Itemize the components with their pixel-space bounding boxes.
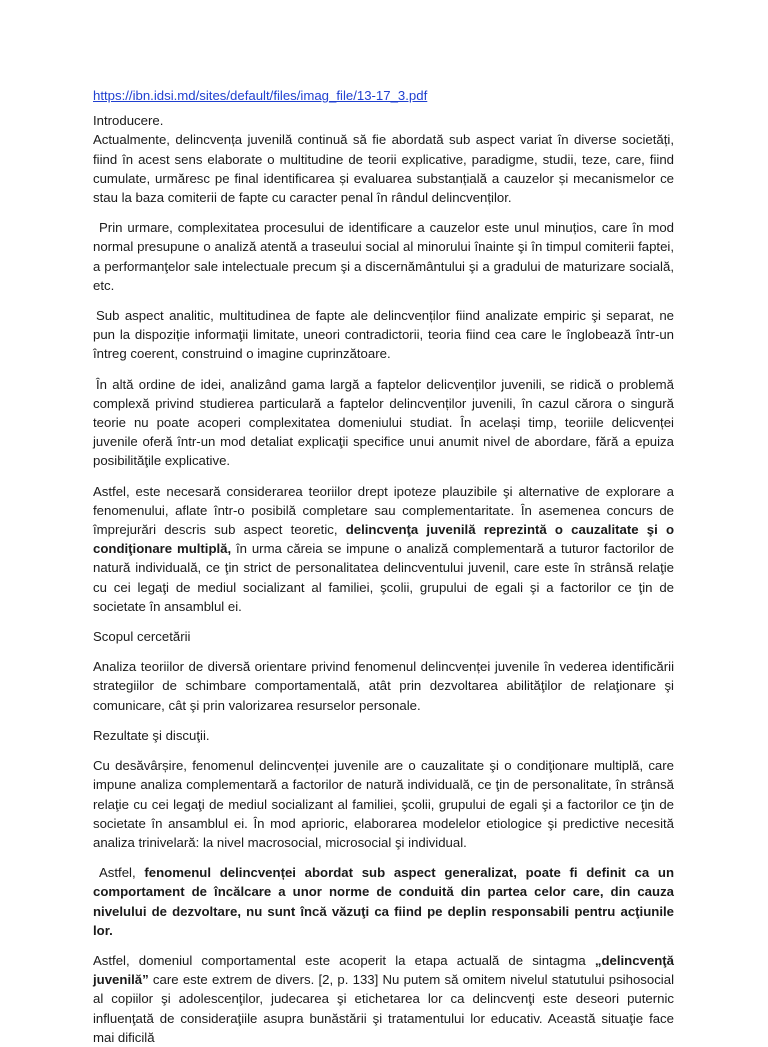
results-p3-text-b: care este extrem de divers. [2, p. 133] Nu putem să omitem nivelul statutului psihosocial al copiilor şi adolescenţilor, judecarea şi etichetarea lor ca delincvenţi este deseori puternic influenţată de consideraţiile asupra bunăstării şi tratamentului lor educativ. Această situaţie face mai dificilă <box>93 972 674 1045</box>
source-link-line <box>93 86 674 105</box>
intro-paragraph-1: Actualmente, delincvența juvenilă continuă să fie abordată sub aspect variat în diverse societăți, fiind în acest sens elaborate o multitudine de teorii explicative, paradigme, studii, teze, care, fiind cumulate, urmăresc pe final identificarea și evaluarea substanțială a cauzelor și mecanismelor ce stau la baza comiterii de fapte cu caracter penal în rândul delincvenților. <box>93 132 674 206</box>
results-p3-text-a: Astfel, domeniul comportamental este acoperit la etapa actuală de sintagma <box>93 952 595 968</box>
source-link[interactable]: https://ibn.idsi.md/sites/default/files/imag_file/13-17_3.pdf <box>93 88 428 103</box>
intro-paragraph-3: Sub aspect analitic, multitudinea de fapte ale delincvenților fiind analizate empiric şi separat, ne pun la dispoziție informaţii limitate, uneori contradictorii, teoria fiind cea care le înglobează într-un întreg coerent, construind o imagine cuprinzătoare. <box>93 308 674 362</box>
intro-p5-text-a: Astfel, este necesară considerarea teoriilor drept ipoteze plauzibile şi alternative de explorare a fenomenului, aflate într-o posibilă completare sau complementaritate. În asemenea concurs de împrejurări descris sub aspect teoretic, <box>93 483 674 538</box>
results-p2-bold: fenomenul delincvenței abordat sub aspect generalizat, poate fi definit ca un comportament de încălcare a unor norme de conduită din partea celor care, din cauza nivelului de dezvoltare, nu sunt încă văzuţi ca fiind pe deplin responsabili pentru acţiunile lor. <box>93 865 674 938</box>
intro-heading: Introducere. <box>93 113 164 129</box>
intro-p5-text-b: în urma căreia se impune o analiză complementară a tuturor factorilor de natură individuală, ce ţin strict de personalitatea delincventului juvenil, care este în strânsă relaţie cu cei legaţi de mediul socializant al familiei, şcolii, grupului de egali şi a factorilor ce ţin de societate în ansamblul ei. <box>93 541 674 614</box>
results-paragraph-1: Cu desăvârșire, fenomenul delincvenței juvenile are o cauzalitate şi o condiţionare multiplă, care impune analiza complementară a factorilor de natură individuală, ce ţin de personalitate, în strânsă relaţie cu cei legaţi de mediul socializant al familiei, şcolii, grupului de egali şi a factorilor ce ţin de societate în ansamblul ei. În mod aprioric, elaborarea modelelor etiologice şi predictive necesită analiza trinivelară: la nivel macrosocial, microsocial şi individual. <box>93 758 674 850</box>
results-paragraph-3 <box>93 951 674 1047</box>
intro-paragraph-4: În altă ordine de idei, analizând gama largă a faptelor delicvenților juvenili, se ridică o problemă complexă privind studierea particulară a faptelor delincvenților juvenili, în cazul cărora o singură teorie nu poate acoperi complexitatea domeniului studiat. În același timp, teoriile delicvenței juvenile oferă într-un mod detaliat explicaţii specifice unui anumit nivel de abordare, fără a epuiza posibilităţile explicative. <box>93 376 674 469</box>
intro-paragraph-5 <box>93 482 674 616</box>
results-p2-text-a: Astfel, <box>99 865 145 881</box>
results-p3-bold: „delincvenţă juvenilă” <box>93 952 674 988</box>
intro-p5-bold: delincvenţa juvenilă reprezintă o cauzalitate şi o condiţionare multiplă, <box>93 522 674 557</box>
intro-paragraph-2: Prin urmare, complexitatea procesului de identificare a cauzelor este unul minuțios, care în mod normal presupune o analiză atentă a traseului social al minorului înainte şi în timpul comiterii faptei, a performanţelor sale intelectuale precum şi a discernământului şi a gradului de maturizare socială, etc. <box>93 220 674 293</box>
results-heading: Rezultate şi discuţii. <box>93 727 210 743</box>
results-paragraph-2 <box>93 863 674 940</box>
scope-paragraph-1: Analiza teoriilor de diversă orientare privind fenomenul delincvenței juvenile în vederea identificării strategiilor de schimbare comportamentală, atât prin dezvoltarea abilităţilor de relaţionare şi comunicare, cât şi prin valorizarea resurselor personale. <box>93 659 674 713</box>
scope-heading: Scopul cercetării <box>93 629 191 645</box>
